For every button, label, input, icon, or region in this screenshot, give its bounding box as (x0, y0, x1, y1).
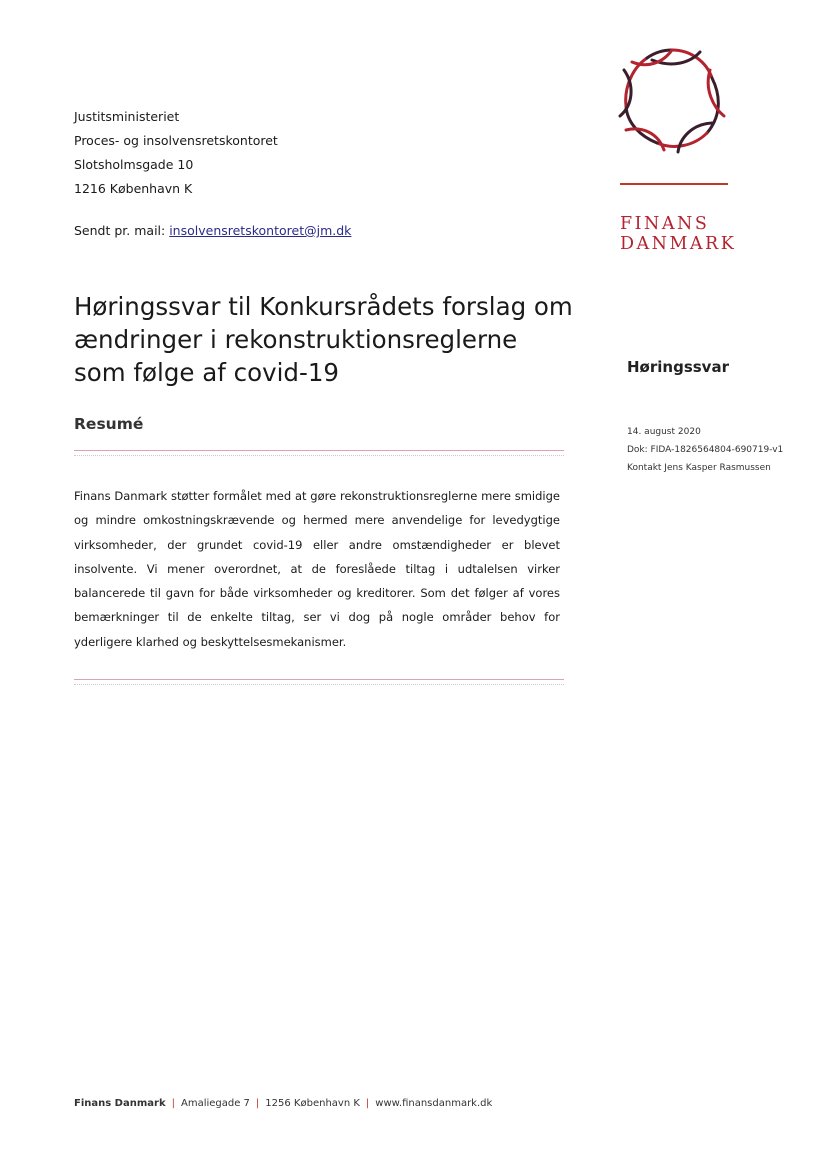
sent-by-label: Sendt pr. mail: (74, 223, 170, 238)
brand-line-1: FINANS (620, 214, 710, 234)
meta-doc-id: Dok: FIDA-1826564804-690719-v1 (627, 445, 784, 455)
footer-org: Finans Danmark (74, 1098, 166, 1109)
footer-separator: | (171, 1098, 175, 1109)
resume-text: Finans Danmark støtter formålet med at gøre rekonstruktionsreglerne mere smidige og mindre omkostningskrævende og hermed mere anvendelige for levedygtige virksomheder, der grundet covid-19 eller andre omstændigheder er blevet insolvente. Vi mener overordnet, at de foreslåede tiltag i udtalelsen virker balancerede til gavn for både virksomheder og kreditorer. Som det følger af vores bemærkninger til de enkelte tiltag, ser vi dog på nogle områder behov for yderligere klarhed og beskyttelsesmekanismer. (74, 489, 560, 649)
recipient-line: Proces- og insolvensretskontoret (74, 133, 278, 148)
recipient-line: 1216 København K (74, 181, 193, 196)
document-meta (627, 423, 783, 477)
logo-divider (620, 183, 728, 185)
resume-rule-top-dotted (74, 455, 564, 456)
resume-rule-top (74, 450, 564, 451)
document-title: Høringssvar til Konkursrådets forslag om ændringer i rekonstruktionsreglerne som følge af covid-19 (74, 292, 573, 387)
recipient-line: Justitsministeriet (74, 109, 180, 124)
footer-address: Amaliegade 7 (180, 1098, 250, 1109)
meta-contact: Kontakt Jens Kasper Rasmussen (627, 463, 771, 473)
recipient-address (74, 105, 278, 201)
resume-rule-bottom (74, 679, 564, 680)
brand-line-2: DANMARK (620, 234, 737, 254)
brand-name (620, 214, 736, 254)
footer-separator: | (255, 1098, 260, 1109)
email-link[interactable]: insolvensretskontoret@jm.dk (169, 223, 352, 238)
recipient-line: Slotsholmsgade 10 (74, 157, 194, 172)
document-type: Høringssvar (627, 358, 729, 376)
page-footer (74, 1098, 492, 1109)
sent-by-mail (74, 223, 351, 238)
footer-separator: | (365, 1098, 370, 1109)
resume-heading: Resumé (74, 415, 144, 433)
finans-danmark-logo-icon (612, 38, 732, 158)
meta-date: 14. august 2020 (627, 427, 701, 437)
footer-city: 1256 København K (265, 1098, 360, 1109)
resume-rule-bottom-dotted (74, 684, 564, 685)
footer-web-link[interactable]: www.finansdanmark.dk (375, 1098, 493, 1109)
